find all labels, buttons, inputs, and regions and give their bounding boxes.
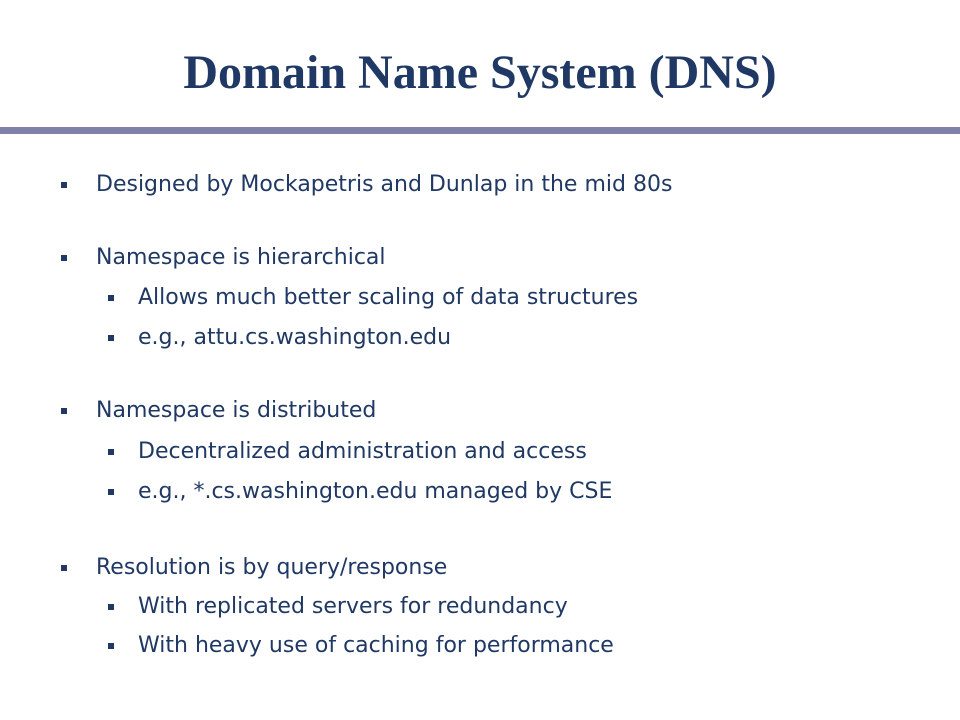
- sub-bullet-text: Allows much better scaling of data structures: [138, 285, 639, 310]
- sub-bullet-item: [138, 477, 612, 507]
- bullet-text: Namespace is hierarchical: [96, 245, 386, 270]
- sub-bullet-item: [138, 437, 587, 467]
- bullet-text: Namespace is distributed: [96, 398, 377, 423]
- bullet-item: [96, 243, 386, 273]
- bullet-text: Designed by Mockapetris and Dunlap in the mid 80s: [96, 172, 673, 197]
- square-bullet-icon: [108, 295, 114, 301]
- square-bullet-icon: [61, 182, 67, 188]
- sub-bullet-text: Decentralized administration and access: [138, 439, 587, 464]
- sub-bullet-item: [138, 323, 451, 353]
- slide-title: Domain Name System (DNS): [183, 46, 777, 99]
- square-bullet-icon: [108, 449, 114, 455]
- sub-bullet-text: With heavy use of caching for performance: [138, 633, 614, 658]
- bullet-text: Resolution is by query/response: [96, 555, 448, 580]
- square-bullet-icon: [61, 255, 67, 261]
- bullet-item: [96, 553, 447, 583]
- sub-bullet-item: [138, 592, 568, 622]
- sub-bullet-text: e.g., attu.cs.washington.edu: [138, 325, 452, 350]
- square-bullet-icon: [108, 643, 114, 649]
- square-bullet-icon: [61, 565, 67, 571]
- sub-bullet-item: [138, 631, 614, 661]
- bullet-item: [96, 170, 672, 200]
- sub-bullet-text: e.g., *.cs.washington.edu managed by CSE: [138, 479, 613, 504]
- square-bullet-icon: [108, 489, 114, 495]
- square-bullet-icon: [108, 604, 114, 610]
- bullet-item: [96, 396, 376, 426]
- square-bullet-icon: [61, 408, 67, 414]
- square-bullet-icon: [108, 335, 114, 341]
- sub-bullet-item: [138, 283, 638, 313]
- sub-bullet-text: With replicated servers for redundancy: [138, 594, 568, 619]
